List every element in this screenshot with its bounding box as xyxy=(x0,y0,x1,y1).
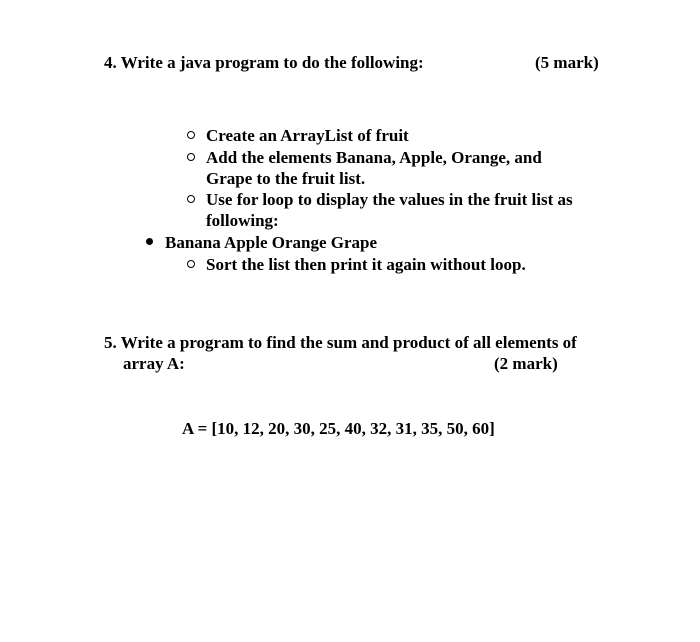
list-item-use-loop-line2: following: xyxy=(206,211,279,230)
hollow-circle-bullet-icon xyxy=(187,260,195,268)
question-4-mark: (5 mark) xyxy=(535,53,599,72)
solid-disc-bullet-icon xyxy=(146,238,153,245)
question-5-mark: (2 mark) xyxy=(494,354,558,373)
hollow-circle-bullet-icon xyxy=(187,153,195,161)
list-item-add-elements-line1: Add the elements Banana, Apple, Orange, and xyxy=(206,148,542,167)
hollow-circle-bullet-icon xyxy=(187,195,195,203)
list-item-create-arraylist: Create an ArrayList of fruit xyxy=(206,126,409,145)
hollow-circle-bullet-icon xyxy=(187,131,195,139)
list-item-expected-output: Banana Apple Orange Grape xyxy=(165,233,378,252)
question-5-title-line2: array A: xyxy=(123,354,185,373)
list-item-sort-list: Sort the list then print it again without loop. xyxy=(206,255,526,274)
question-4-title: 4. Write a java program to do the following: xyxy=(104,53,424,72)
question-5-title-line1: 5. Write a program to find the sum and product of all elements of xyxy=(104,333,577,352)
list-item-use-loop-line1: Use for loop to display the values in the fruit list as xyxy=(206,190,573,209)
list-item-add-elements-line2: Grape to the fruit list. xyxy=(206,169,366,188)
array-a-definition: A = [10, 12, 20, 30, 25, 40, 32, 31, 35, 50, 60] xyxy=(182,419,495,438)
